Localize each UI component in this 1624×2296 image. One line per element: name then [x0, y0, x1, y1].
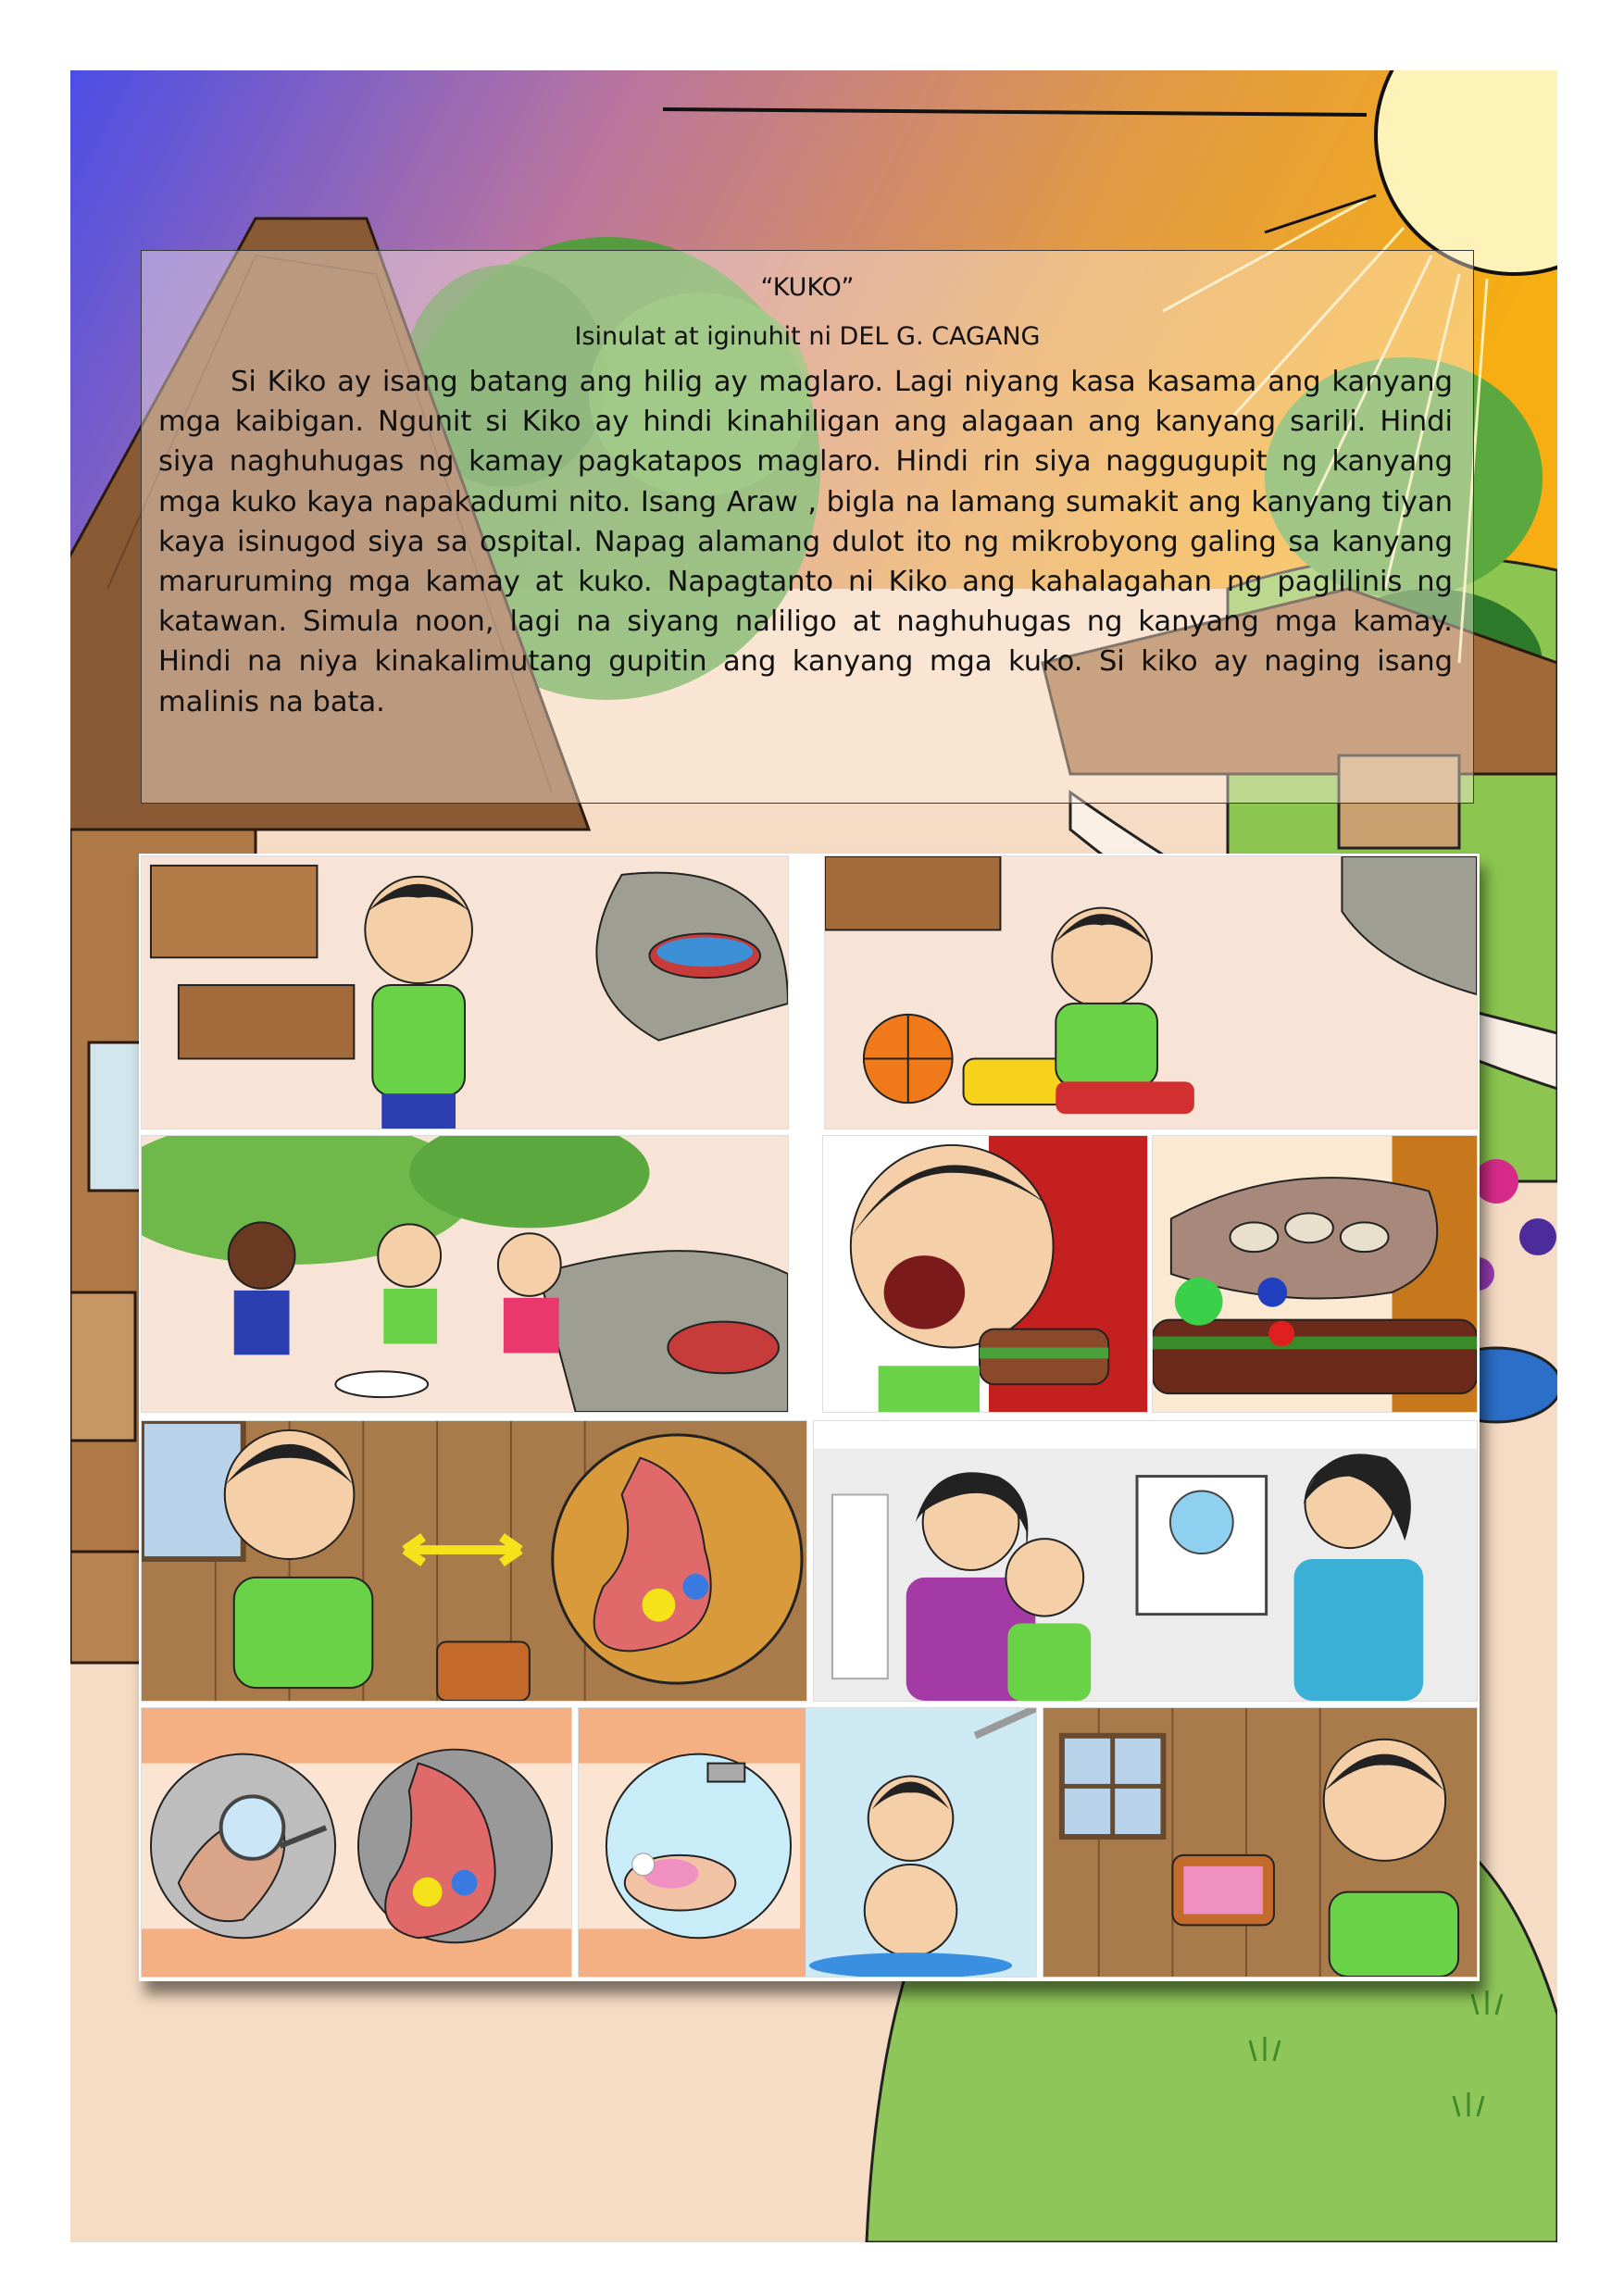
- panel-kiko-with-friends: [141, 1135, 789, 1413]
- panel-kiko-eating-sandwich: [822, 1135, 1148, 1413]
- story-body: Si Kiko ay isang batang ang hilig ay maglaro. Lagi niyang kasa kasama ang kanyang mga kaibigan. Ngunit si Kiko ay hindi kinahiligan ang alagaan ang kanyang sarili. Hindi siya naghuhugas ng kamay pagkatapos maglaro. Hindi rin siya naggugupit ng kanyang mga kuko kaya napakadumi nito. Isang Araw , bigla na lamang sumakit ang kanyang tiyan kaya isinugod siya sa ospital. Napag alamang dulot ito ng mikrobyong galing sa kanyang maruruming mga kamay at kuko. Napagtanto ni Kiko ang kahalagahan ng paglilinis ng katawan. Simula noon, lagi na siyang naliligo at naghuhugas ng kanyang mga kamay. Hindi na niya kinakalimutang gupitin ang kanyang mga kuko. Si kiko ay naging isang malinis na bata.: [158, 366, 1453, 718]
- panel-germs-nails-stomach: [141, 1707, 572, 1978]
- panel-kiko-standing: [141, 855, 789, 1129]
- panel-kiko-stomach-ache: [141, 1420, 807, 1702]
- panel-dirty-nails-germs: [1152, 1135, 1478, 1413]
- panel-kiko-cutting-nails: [1043, 1707, 1478, 1978]
- panel-kiko-playing-toys: [824, 855, 1478, 1129]
- story-text-box: [141, 250, 1474, 804]
- panel-doctor-explains: [813, 1420, 1478, 1702]
- story-title: “KUKO”: [760, 273, 855, 302]
- panel-handwashing-bathing: [578, 1707, 1037, 1978]
- story-byline: Isinulat at iginuhit ni DEL G. CAGANG: [574, 322, 1041, 351]
- comic-strip: [139, 854, 1480, 1981]
